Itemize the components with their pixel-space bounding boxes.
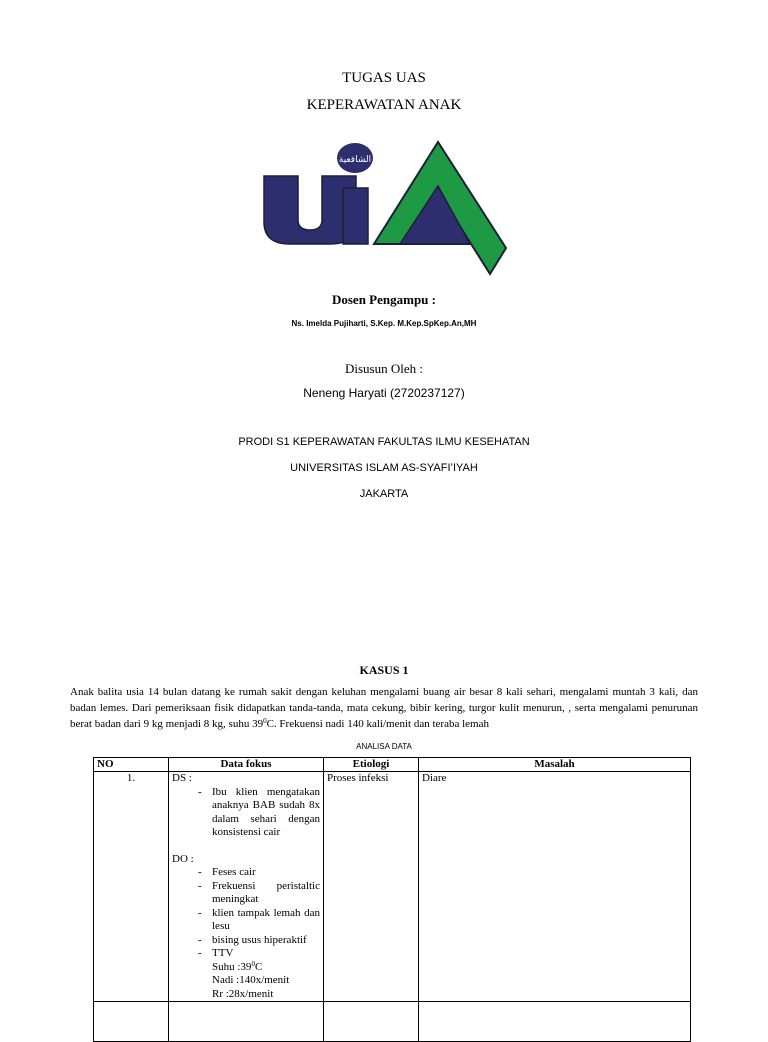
do-item-text: Frekuensi peristaltic meningkat <box>212 879 320 905</box>
suhu-degree: 0 <box>251 959 255 968</box>
case-text-part2: C. Frekuensi nadi 140 kali/menit dan teraba lemah <box>266 718 489 730</box>
vital-suhu <box>172 961 320 975</box>
analysis-title: ANALISA DATA <box>356 742 412 751</box>
list-item <box>178 947 320 961</box>
dash-bullet: - <box>198 879 202 892</box>
do-item-text: Feses cair <box>212 866 256 878</box>
dash-bullet: - <box>198 866 202 878</box>
header-etiologi: Etiologi <box>324 758 419 772</box>
empty-cell <box>324 1002 419 1042</box>
row-number: 1. <box>94 772 169 1002</box>
dash-bullet: - <box>198 906 202 919</box>
ds-label: DS : <box>172 772 192 784</box>
list-item <box>178 880 320 907</box>
empty-cell <box>419 1002 691 1042</box>
empty-cell <box>169 1002 324 1042</box>
case-text-degree: 0 <box>263 717 267 725</box>
data-fokus-cell <box>169 772 324 1002</box>
header-data-fokus: Data fokus <box>169 758 324 772</box>
author-name: Neneng Haryati (2720237127) <box>303 386 465 400</box>
header-masalah: Masalah <box>419 758 691 772</box>
vital-nadi: Nadi :140x/menit <box>212 974 290 986</box>
city-name: JAKARTA <box>359 488 409 500</box>
document-title: TUGAS UAS <box>342 70 426 86</box>
table-row <box>94 772 691 1002</box>
university-name: UNIVERSITAS ISLAM AS-SYAFI’IYAH <box>290 462 478 474</box>
analysis-table <box>93 757 691 1042</box>
document-subtitle: KEPERAWATAN ANAK <box>306 97 462 113</box>
do-label: DO : <box>172 852 194 865</box>
ds-item-text: Ibu klien mengatakan anaknya BAB sudah 8x dalam sehari dengan konsistensi cair <box>212 785 320 838</box>
vital-rr: Rr :28x/menit <box>212 987 274 1000</box>
list-item <box>178 934 320 948</box>
case-description <box>70 684 698 732</box>
do-item-text: TTV <box>212 947 234 959</box>
list-item <box>178 786 320 840</box>
logo-letter-i <box>343 188 368 244</box>
logo-letter-u <box>264 176 356 244</box>
header-no: NO <box>94 758 169 772</box>
dash-bullet: - <box>198 947 202 959</box>
case-heading: KASUS 1 <box>359 663 409 677</box>
do-list <box>172 866 320 961</box>
university-logo <box>260 138 510 278</box>
emblem-arabic-text: الشافعية <box>338 155 372 165</box>
do-item-text: klien tampak lemah dan lesu <box>212 906 320 932</box>
prodi-name: PRODI S1 KEPERAWATAN FAKULTAS ILMU KESEHATAN <box>238 436 530 448</box>
masalah-cell: Diare <box>419 772 691 1002</box>
empty-cell <box>94 1002 169 1042</box>
list-item <box>178 907 320 934</box>
do-item-text: bising usus hiperaktif <box>212 933 307 946</box>
dash-bullet: - <box>198 785 202 798</box>
dosen-name: Ns. Imelda Pujiharti, S.Kep. M.Kep.SpKep.An,MH <box>291 319 477 328</box>
table-header-row <box>94 758 691 772</box>
suhu-value: Suhu :39 <box>212 960 252 973</box>
case-text-part1: Anak balita usia 14 bulan datang ke rumah sakit dengan keluhan mengalami buang air besar 8 kali sehari, mengalami muntah 3 kali, dan badan lemes. Dari pemeriksaan fisik didapatkan tanda-tanda, mata cekung, bibir kering, turgor kulit menurun, , serta mengalami penurunan berat badan dari 9 kg menjadi 8 kg, suhu 39 <box>70 686 698 730</box>
list-item <box>178 866 320 880</box>
suhu-unit: C <box>254 960 263 973</box>
dosen-label: Dosen Pengampu : <box>331 292 436 307</box>
table-row <box>94 1002 691 1042</box>
disusun-label: Disusun Oleh : <box>345 361 423 376</box>
ds-list <box>172 786 320 840</box>
etiologi-cell: Proses infeksi <box>324 772 419 1002</box>
dash-bullet: - <box>198 933 202 946</box>
